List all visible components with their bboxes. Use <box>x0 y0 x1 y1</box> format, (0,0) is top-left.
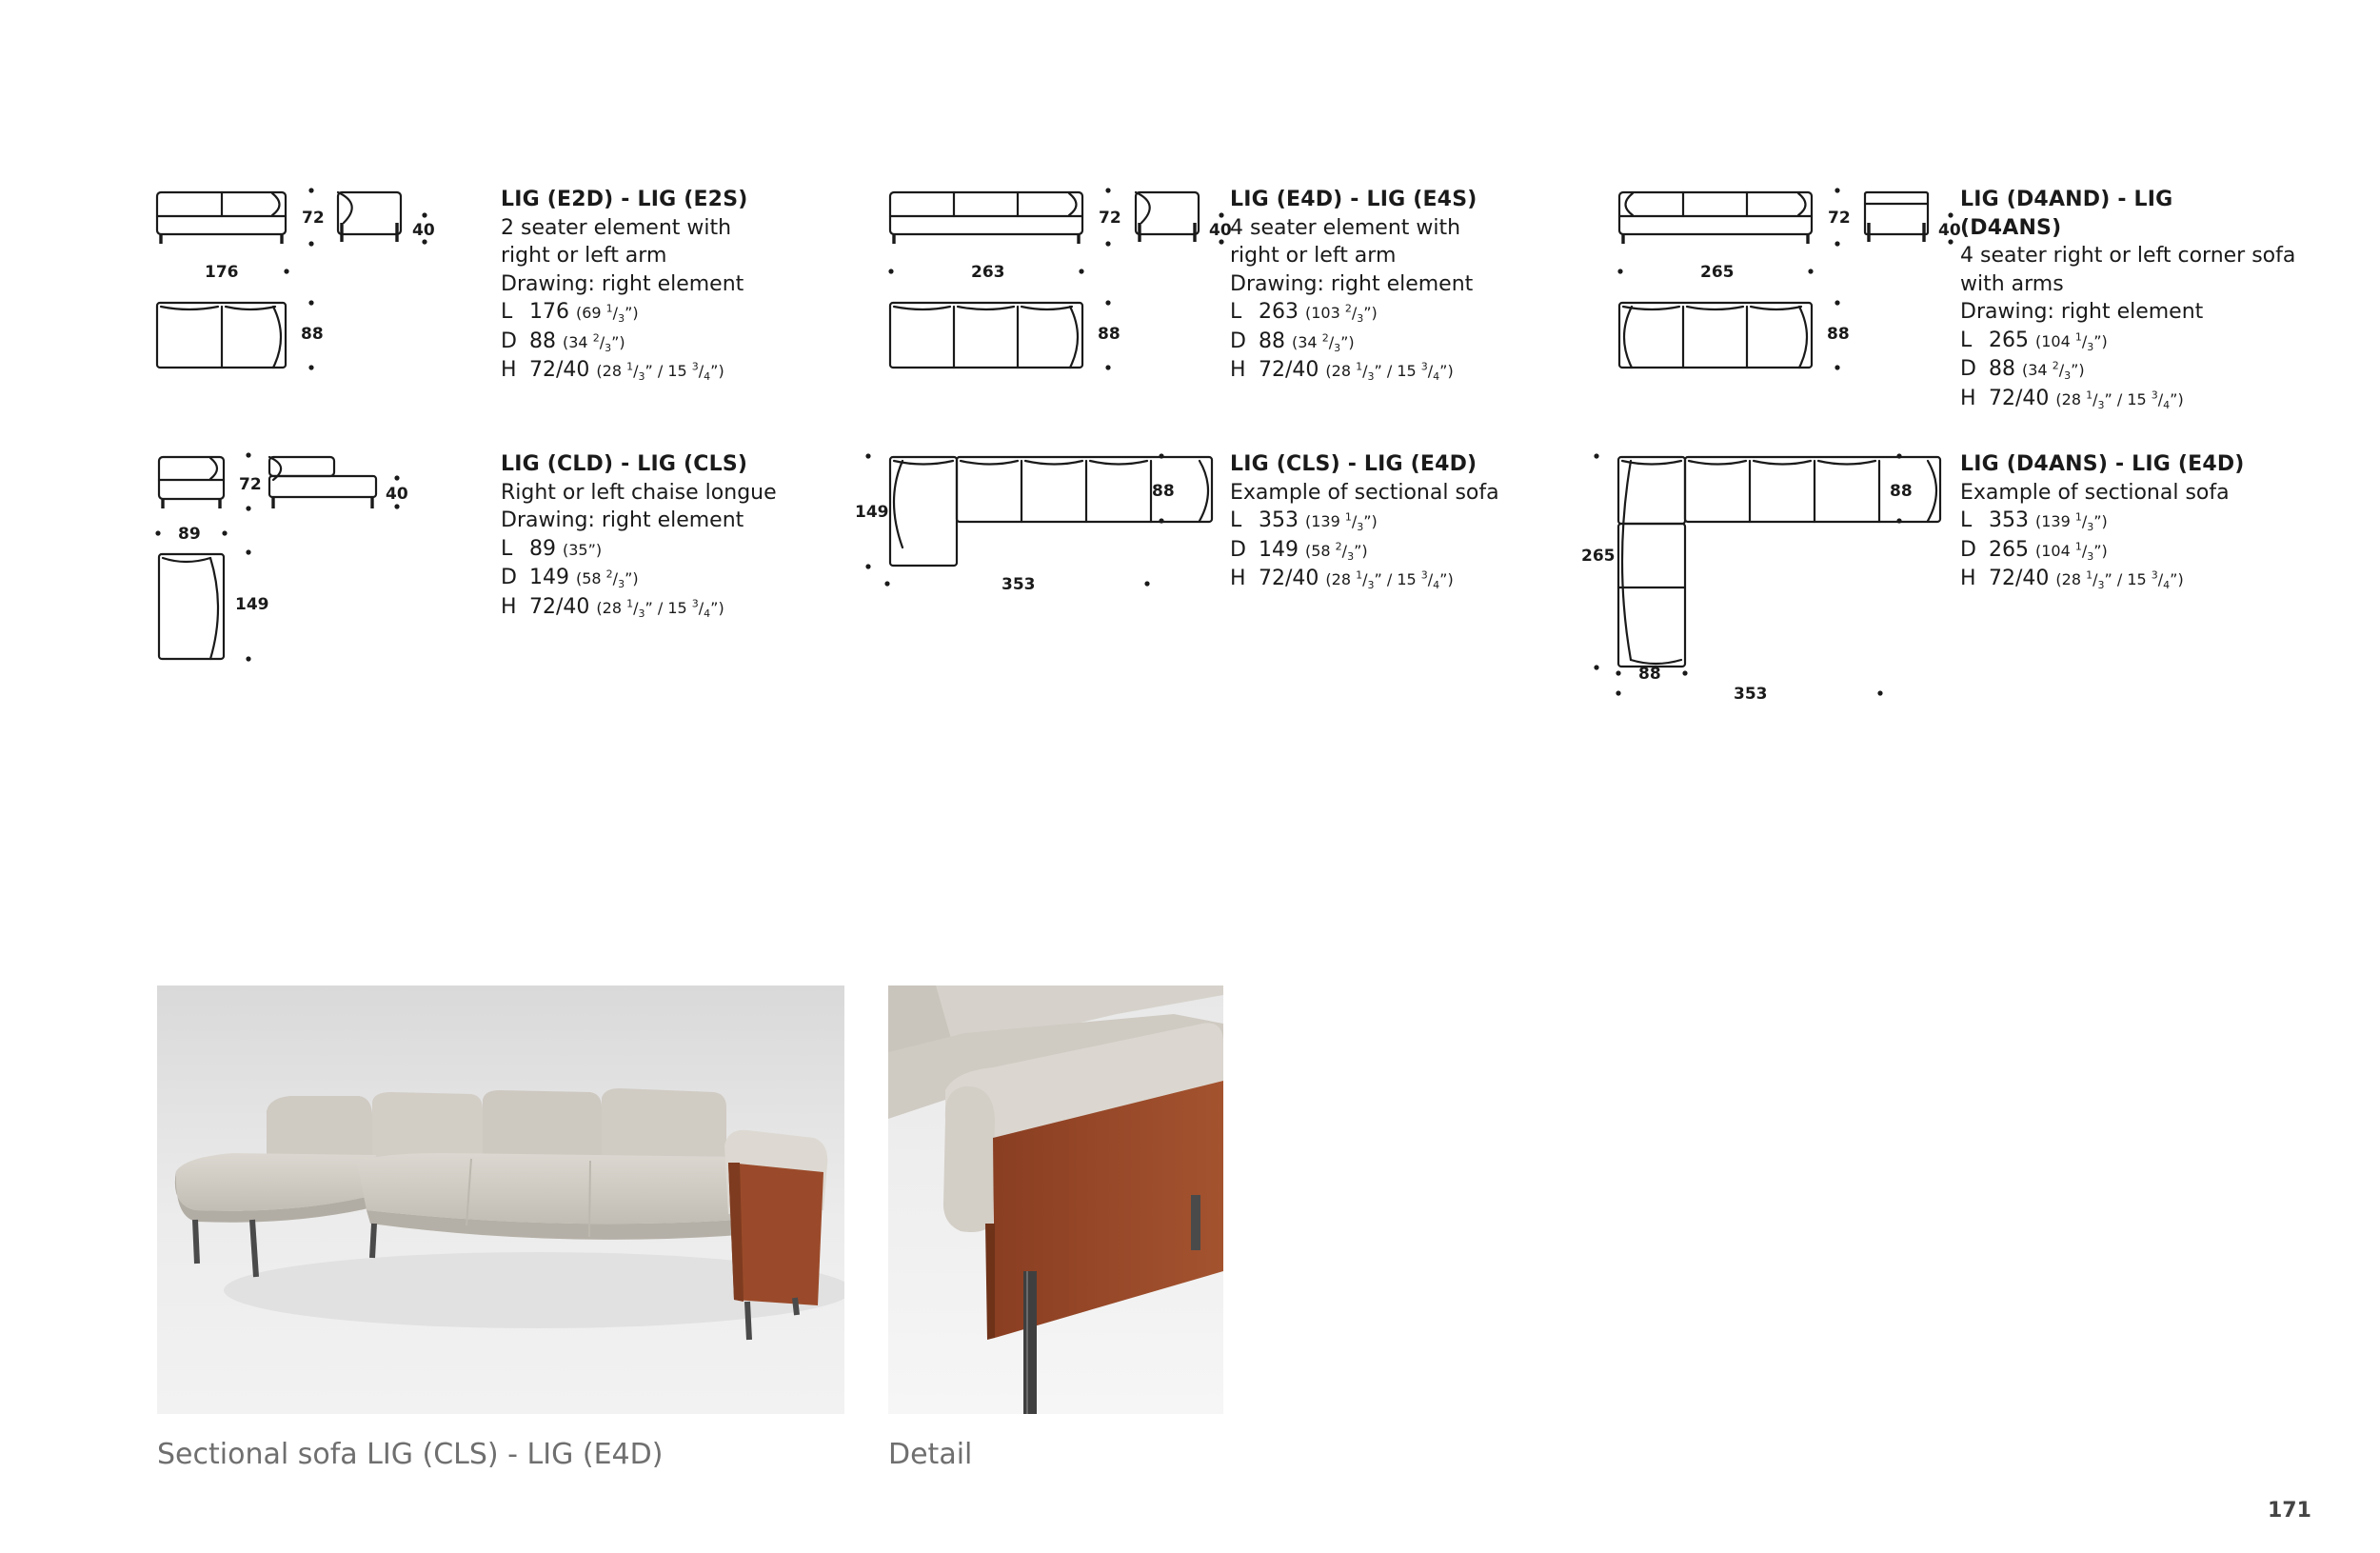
e2-top-view <box>157 303 286 368</box>
inch-value: (28 $^1/_3$” / 15 $^3/_4$”) <box>2055 388 2184 411</box>
dimension-d: D 88 (34 $^2/_3$”) <box>1230 329 1355 354</box>
element-title: LIG (E2D) - LIG (E2S) <box>501 188 748 211</box>
fraction-denominator: 3 <box>1347 549 1355 563</box>
cl-depth-label: 149 <box>235 595 269 614</box>
fraction-denominator: 3 <box>638 607 645 620</box>
fraction-numerator: 2 <box>2052 359 2059 372</box>
e2-side-view <box>338 192 401 242</box>
fraction-numerator: 1 <box>1356 360 1363 373</box>
e4-length-label: 263 <box>971 263 1005 282</box>
d4-front-view <box>1619 192 1812 244</box>
e4-side-view <box>1136 192 1199 242</box>
main-photo-caption: Sectional sofa LIG (CLS) - LIG (E4D) <box>157 1438 664 1471</box>
inch-value: (34 $^2/_3$”) <box>2022 359 2085 383</box>
e2-length-label: 176 <box>205 263 239 282</box>
fraction-denominator: 3 <box>2087 549 2094 563</box>
fraction-numerator: 1 <box>626 360 634 373</box>
dimension-key: D <box>501 329 517 353</box>
inch-value: (28 $^1/_3$” / 15 $^3/_4$”) <box>596 360 724 384</box>
dimension-key: D <box>1960 537 1976 562</box>
element-title: LIG (D4ANS) - LIG (E4D) <box>1960 452 2245 476</box>
element-description: 4 seater right or left corner sofa <box>1960 244 2296 268</box>
d4-height-label: 72 <box>1828 209 1851 228</box>
fraction-denominator: 3 <box>2097 398 2105 411</box>
e2-arm-height-label: 40 <box>412 221 435 240</box>
element-description: 4 seater element with <box>1230 215 1461 240</box>
inch-value: (34 $^2/_3$”) <box>563 331 625 354</box>
dimension-key: H <box>1960 386 1976 410</box>
fraction-numerator: 1 <box>1356 568 1363 582</box>
inch-value: (58 $^2/_3$”) <box>575 567 639 591</box>
cl-side-view <box>269 457 376 508</box>
fraction-denominator: 3 <box>2087 521 2094 534</box>
dimension-h: H 72/40 (28 $^1/_3$” / 15 $^3/_4$”) <box>501 594 724 620</box>
inch-value: (28 $^1/_3$” / 15 $^3/_4$”) <box>2055 568 2184 592</box>
drawing-e2 <box>148 181 452 381</box>
cl-front-view <box>159 457 224 508</box>
e4-arm-height-label: 40 <box>1209 221 1232 240</box>
inch-value: (139 $^1/_3$”) <box>1304 510 1378 534</box>
ex1-chaise-depth-label: 149 <box>855 503 889 522</box>
inch-value: (28 $^1/_3$” / 15 $^3/_4$”) <box>1325 360 1454 384</box>
inch-value: (35”) <box>563 540 603 559</box>
cl-height-label: 72 <box>239 475 262 494</box>
ex1-depth-label: 88 <box>1152 482 1175 501</box>
d4-top-view <box>1619 303 1812 368</box>
dimension-key: L <box>1960 328 1973 352</box>
dimension-d: D 149 (58 $^2/_3$”) <box>1230 537 1368 563</box>
spec-block-e4 <box>1230 186 1544 386</box>
d4-depth-label: 88 <box>1827 325 1850 344</box>
fraction-numerator: 2 <box>1321 331 1329 345</box>
ex2-width-label: 88 <box>1638 665 1661 684</box>
dimension-d: D 88 (34 $^2/_3$”) <box>501 329 625 354</box>
dimension-key: L <box>1230 300 1242 324</box>
page-number: 171 <box>2268 1499 2311 1523</box>
fraction-denominator: 4 <box>2163 398 2171 411</box>
e2-front-view <box>157 192 286 244</box>
spec-block-d4 <box>1960 186 2296 413</box>
dimension-key: D <box>1230 537 1246 562</box>
fraction-denominator: 3 <box>1334 341 1341 354</box>
dimension-key: L <box>501 536 513 561</box>
detail-photo-caption: Detail <box>888 1438 973 1471</box>
ex2-depth-label: 88 <box>1890 482 1913 501</box>
fraction-denominator: 4 <box>704 370 711 384</box>
element-title: LIG (E4D) - LIG (E4S) <box>1230 188 1478 211</box>
d4-side-view <box>1865 192 1928 242</box>
fraction-numerator: 3 <box>691 360 699 373</box>
fraction-numerator: 3 <box>1420 568 1428 582</box>
inch-value: (28 $^1/_3$” / 15 $^3/_4$”) <box>596 597 724 620</box>
e2-depth-label: 88 <box>301 325 324 344</box>
fraction-numerator: 1 <box>626 597 634 610</box>
dimension-key: D <box>1230 329 1246 353</box>
drawing-note: Drawing: right element <box>1960 300 2204 324</box>
dimension-h: H 72/40 (28 $^1/_3$” / 15 $^3/_4$”) <box>501 358 724 384</box>
dimension-key: H <box>501 358 517 382</box>
fraction-numerator: 2 <box>1344 302 1352 315</box>
cl-width-label: 89 <box>178 525 201 544</box>
dimension-key: H <box>1230 567 1246 590</box>
dimension-l: L 176 (69 $^1/_3$”) <box>501 300 639 326</box>
dimension-h: H 72/40 (28 $^1/_3$” / 15 $^3/_4$”) <box>1960 567 2184 592</box>
element-description: right or left arm <box>501 244 667 268</box>
dimension-key: D <box>1960 357 1976 381</box>
dimension-d: D 88 (34 $^2/_3$”) <box>1960 357 2085 383</box>
dimension-key: L <box>1230 508 1242 532</box>
ex2-length-label: 353 <box>1734 685 1768 704</box>
spec-block-example-2 <box>1960 450 2274 594</box>
fraction-numerator: 2 <box>1335 540 1342 553</box>
fraction-numerator: 1 <box>2074 540 2082 553</box>
drawing-example-2 <box>1576 443 1918 709</box>
fraction-numerator: 3 <box>1420 360 1428 373</box>
fraction-denominator: 3 <box>2087 340 2094 353</box>
detail-photo <box>888 986 1223 1414</box>
fraction-numerator: 1 <box>2086 388 2093 402</box>
fraction-denominator: 3 <box>1357 312 1364 326</box>
drawing-note: Drawing: right element <box>501 271 744 296</box>
inch-value: (139 $^1/_3$”) <box>2034 510 2108 534</box>
fraction-numerator: 1 <box>605 302 613 315</box>
dimension-l: L 265 (104 $^1/_3$”) <box>1960 328 2108 353</box>
element-description: Example of sectional sofa <box>1960 480 2230 505</box>
fraction-numerator: 1 <box>2074 330 2082 344</box>
e4-height-label: 72 <box>1099 209 1121 228</box>
element-description: 2 seater element with <box>501 215 732 240</box>
element-description: right or left arm <box>1230 244 1397 268</box>
fraction-numerator: 1 <box>1344 510 1352 524</box>
fraction-numerator: 3 <box>2151 388 2158 402</box>
e4-top-view <box>890 303 1082 368</box>
fraction-numerator: 3 <box>691 597 699 610</box>
fraction-numerator: 1 <box>2086 568 2093 582</box>
drawing-note: Drawing: right element <box>1230 271 1474 296</box>
dimension-h: H 72/40 (28 $^1/_3$” / 15 $^3/_4$”) <box>1960 386 2184 411</box>
fraction-numerator: 3 <box>2151 568 2158 582</box>
fraction-denominator: 3 <box>618 312 625 326</box>
dimension-key: L <box>1960 508 1973 532</box>
cl-arm-height-label: 40 <box>386 485 408 504</box>
dimension-key: D <box>501 566 517 589</box>
drawing-note: Drawing: right element <box>501 508 744 532</box>
dimension-d: D 149 (58 $^2/_3$”) <box>501 566 639 591</box>
element-description: Example of sectional sofa <box>1230 480 1499 505</box>
fraction-denominator: 3 <box>605 341 612 354</box>
drawing-example-1 <box>847 443 1190 605</box>
spec-block-e2 <box>501 186 815 386</box>
drawing-cl <box>148 448 433 676</box>
inch-value: (69 $^1/_3$”) <box>575 302 639 326</box>
dimension-key: H <box>1230 358 1246 382</box>
cl-top-view <box>159 554 224 659</box>
e4-front-view <box>890 192 1082 244</box>
inch-value: (103 $^2/_3$”) <box>1304 302 1378 326</box>
fraction-numerator: 2 <box>592 331 600 345</box>
element-description: Right or left chaise longue <box>501 480 777 505</box>
fraction-denominator: 4 <box>704 607 711 620</box>
ex1-top-view <box>890 457 1212 566</box>
fraction-denominator: 3 <box>1367 579 1375 592</box>
spec-block-cl <box>501 450 815 622</box>
inch-value: (58 $^2/_3$”) <box>1304 540 1368 563</box>
dimension-l: L 353 (139 $^1/_3$”) <box>1230 508 1378 534</box>
dimension-l: L 263 (103 $^2/_3$”) <box>1230 300 1378 326</box>
inch-value: (34 $^2/_3$”) <box>1292 331 1355 354</box>
dimension-key: H <box>1960 567 1976 590</box>
dimension-key: H <box>501 594 517 619</box>
fraction-denominator: 3 <box>638 370 645 384</box>
fraction-denominator: 3 <box>1367 370 1375 384</box>
dimension-h: H 72/40 (28 $^1/_3$” / 15 $^3/_4$”) <box>1230 567 1454 592</box>
dimension-l: L 89 (35”) <box>501 535 815 565</box>
spec-block-example-1 <box>1230 450 1544 594</box>
inch-value: (104 $^1/_3$”) <box>2034 540 2108 563</box>
d4-arm-height-label: 40 <box>1938 221 1961 240</box>
drawing-d4 <box>1605 181 1961 381</box>
fraction-numerator: 2 <box>605 567 613 581</box>
fraction-denominator: 3 <box>2064 369 2072 383</box>
fraction-denominator: 3 <box>2097 579 2105 592</box>
fraction-denominator: 4 <box>1433 579 1440 592</box>
ex1-length-label: 353 <box>1002 575 1036 594</box>
dimension-key: L <box>501 300 513 324</box>
e2-height-label: 72 <box>302 209 325 228</box>
fraction-denominator: 4 <box>1433 370 1440 384</box>
drawing-e4 <box>876 181 1232 381</box>
dimension-l: L 353 (139 $^1/_3$”) <box>1960 508 2108 534</box>
dimension-h: H 72/40 (28 $^1/_3$” / 15 $^3/_4$”) <box>1230 358 1454 384</box>
element-title: LIG (CLD) - LIG (CLS) <box>501 452 748 476</box>
e4-depth-label: 88 <box>1098 325 1121 344</box>
ex2-corner-depth-label: 265 <box>1581 547 1616 566</box>
sectional-sofa-photo <box>157 986 844 1414</box>
element-title: LIG (CLS) - LIG (E4D) <box>1230 452 1478 476</box>
fraction-denominator: 3 <box>618 578 625 591</box>
element-description: with arms <box>1960 271 2064 296</box>
fraction-numerator: 1 <box>2074 510 2082 524</box>
fraction-denominator: 3 <box>1357 521 1364 534</box>
fraction-denominator: 4 <box>2163 579 2171 592</box>
inch-value: (28 $^1/_3$” / 15 $^3/_4$”) <box>1325 568 1454 592</box>
inch-value: (104 $^1/_3$”) <box>2034 330 2108 353</box>
element-title: LIG (D4AND) - LIG (D4ANS) <box>1960 188 2173 240</box>
dimension-d: D 265 (104 $^1/_3$”) <box>1960 537 2108 563</box>
d4-length-label: 265 <box>1700 263 1735 282</box>
